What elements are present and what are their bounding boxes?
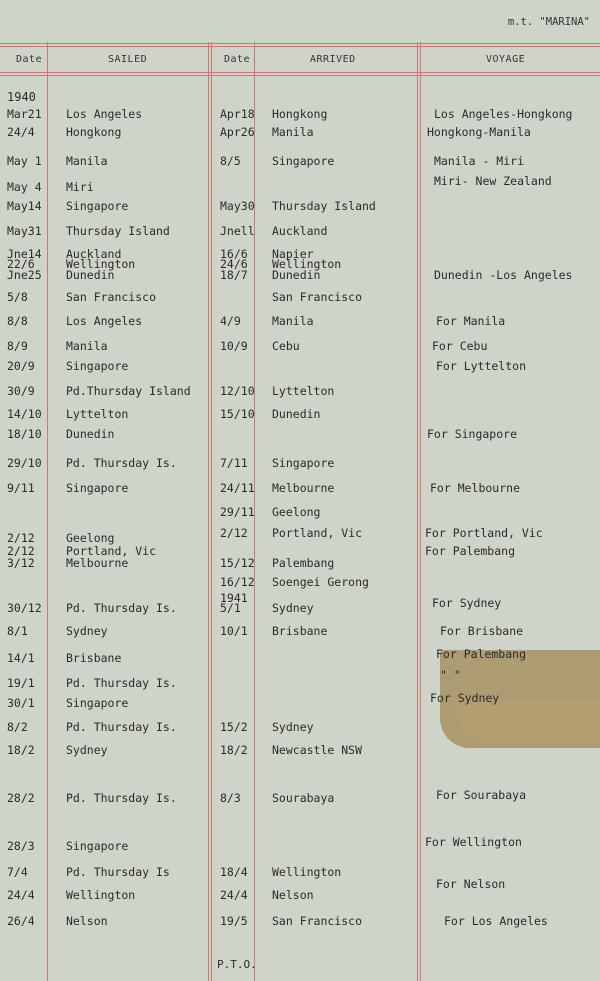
- arrived-port: Nelson: [272, 888, 314, 902]
- sailed-port: Nelson: [66, 914, 108, 928]
- arrived-port: Hongkong: [272, 107, 328, 121]
- sailed-port: Pd. Thursday Is.: [66, 456, 177, 470]
- sailed-date: 18/10: [7, 427, 42, 441]
- sailed-port: Singapore: [66, 839, 129, 853]
- rule-top: [0, 43, 600, 44]
- sailed-date: 30/1: [7, 696, 35, 710]
- arrived-date: 10/1: [220, 624, 248, 638]
- sailed-date: 22/6: [7, 257, 35, 271]
- sailed-date: 24/4: [7, 888, 35, 902]
- arrived-port: Singapore: [272, 154, 335, 168]
- arrived-port: Melbourne: [272, 481, 335, 495]
- sailed-port: Manila: [66, 339, 108, 353]
- voyage-note: For Manila: [436, 314, 506, 328]
- arrived-date: 19/5: [220, 914, 248, 928]
- sailed-date: 30/9: [7, 384, 35, 398]
- sailed-port: Thursday Island: [66, 224, 170, 238]
- arrived-date: 15/2: [220, 720, 248, 734]
- voyage-note: Hongkong-Manila: [427, 125, 531, 139]
- sailed-date: 7/4: [7, 865, 28, 879]
- col-divider-2: [208, 42, 209, 981]
- sailed-port: Pd. Thursday Is: [66, 865, 170, 879]
- sailed-port: Pd. Thursday Is.: [66, 601, 177, 615]
- sailed-port: Auckland: [66, 247, 122, 261]
- arrived-port: Lyttelton: [272, 384, 335, 398]
- sailed-date: 8/1: [7, 624, 28, 638]
- year-label: 1940: [7, 90, 36, 104]
- voyage-note: Dunedin -Los Angeles: [434, 268, 573, 282]
- voyage-note: For Sourabaya: [436, 788, 527, 802]
- sailed-port: Dunedin: [66, 268, 115, 282]
- voyage-note: For Palembang: [425, 544, 516, 558]
- arrived-date: 7/11: [220, 456, 248, 470]
- sailed-date: May14: [7, 199, 42, 213]
- arrived-port: Manila: [272, 125, 314, 139]
- arrived-port: Manila: [272, 314, 314, 328]
- voyage-note: For Los Angeles: [444, 914, 548, 928]
- arrived-port: Geelong: [272, 505, 321, 519]
- arrived-date: 1941: [220, 591, 248, 605]
- arrived-date: 15/10: [220, 407, 255, 421]
- arrived-port: Cebu: [272, 339, 300, 353]
- arrived-date: May30: [220, 199, 255, 213]
- arrived-port: San Francisco: [272, 290, 363, 304]
- voyage-note: For Sydney: [430, 691, 500, 705]
- sailed-port: Wellington: [66, 888, 136, 902]
- arrived-date: 18/4: [220, 865, 248, 879]
- arrived-date: 8/5: [220, 154, 241, 168]
- arrived-date: 24/4: [220, 888, 248, 902]
- arrived-port: Sydney: [272, 601, 314, 615]
- arrived-port: Sourabaya: [272, 791, 335, 805]
- voyage-note: For Cebu: [432, 339, 488, 353]
- arrived-date: Apr26: [220, 125, 255, 139]
- rule-header-2: [0, 75, 600, 76]
- sailed-date: 14/1: [7, 651, 35, 665]
- sailed-port: Manila: [66, 154, 108, 168]
- col-divider-1: [47, 42, 48, 981]
- arrived-date: 15/12: [220, 556, 255, 570]
- voyage-note: For Wellington: [425, 835, 522, 849]
- voyage-note: For Palembang: [436, 647, 527, 661]
- sailed-date: Jne25: [7, 268, 42, 282]
- arrived-date: 16/12: [220, 575, 255, 589]
- arrived-date: 4/9: [220, 314, 241, 328]
- arrived-port: Dunedin: [272, 407, 321, 421]
- page-turn-note: P.T.O.: [217, 958, 257, 971]
- col-divider-4b: [420, 42, 421, 981]
- voyage-note: Los Angeles-Hongkong: [434, 107, 573, 121]
- arrived-port: Palembang: [272, 556, 335, 570]
- arrived-date: 24/11: [220, 481, 255, 495]
- sailed-date: May 1: [7, 154, 42, 168]
- sailed-port: Wellington: [66, 257, 136, 271]
- voyage-note: For Lyttelton: [436, 359, 527, 373]
- sailed-port: Sydney: [66, 624, 108, 638]
- sailed-date: Jne14: [7, 247, 42, 261]
- rule-header: [0, 72, 600, 73]
- voyage-note: Miri- New Zealand: [434, 174, 552, 188]
- arrived-date: 2/12: [220, 526, 248, 540]
- sailed-port: Singapore: [66, 199, 129, 213]
- sailed-date: 8/9: [7, 339, 28, 353]
- sailed-port: Brisbane: [66, 651, 122, 665]
- header-sailed: SAILED: [108, 54, 148, 65]
- sailed-date: 29/10: [7, 456, 42, 470]
- sailed-port: Hongkong: [66, 125, 122, 139]
- sailed-date: 19/1: [7, 676, 35, 690]
- arrived-port: Brisbane: [272, 624, 328, 638]
- header-voyage: VOYAGE: [486, 54, 526, 65]
- arrived-date: Apr18: [220, 107, 255, 121]
- sailed-port: Singapore: [66, 696, 129, 710]
- sailed-port: Pd. Thursday Is.: [66, 720, 177, 734]
- sailed-port: Los Angeles: [66, 107, 143, 121]
- arrived-port: Singapore: [272, 456, 335, 470]
- sailed-port: San Francisco: [66, 290, 157, 304]
- sailed-date: 28/3: [7, 839, 35, 853]
- sailed-date: 18/2: [7, 743, 35, 757]
- paper-stain-2: [455, 700, 600, 744]
- sailed-port: Singapore: [66, 481, 129, 495]
- arrived-date: 5/1: [220, 601, 241, 615]
- voyage-note: Manila - Miri: [434, 154, 525, 168]
- arrived-port: Dunedin: [272, 268, 321, 282]
- arrived-port: Wellington: [272, 257, 342, 271]
- arrived-date: 10/9: [220, 339, 248, 353]
- sailed-date: 24/4: [7, 125, 35, 139]
- sailed-port: Geelong: [66, 531, 115, 545]
- voyage-note: For Brisbane: [440, 624, 524, 638]
- rule-top-2: [0, 46, 600, 47]
- sailed-port: Sydney: [66, 743, 108, 757]
- sailed-port: Lyttelton: [66, 407, 129, 421]
- sailed-date: 20/9: [7, 359, 35, 373]
- sailed-date: 26/4: [7, 914, 35, 928]
- arrived-port: Sydney: [272, 720, 314, 734]
- sailed-port: Singapore: [66, 359, 129, 373]
- col-divider-2b: [211, 42, 212, 981]
- arrived-date: 29/11: [220, 505, 255, 519]
- col-divider-4: [417, 42, 418, 981]
- header-date-arrived: Date: [224, 54, 251, 65]
- sailed-port: Portland, Vic: [66, 544, 157, 558]
- voyage-note: For Nelson: [436, 877, 506, 891]
- sailed-date: 2/12: [7, 544, 35, 558]
- voyage-note: For Melbourne: [430, 481, 521, 495]
- sailed-date: 3/12: [7, 556, 35, 570]
- header-arrived: ARRIVED: [310, 54, 356, 65]
- sailed-port: Miri: [66, 180, 94, 194]
- sailed-port: Los Angeles: [66, 314, 143, 328]
- arrived-port: Napier: [272, 247, 314, 261]
- sailed-port: Pd. Thursday Is.: [66, 676, 177, 690]
- sailed-date: 8/8: [7, 314, 28, 328]
- arrived-date: 8/3: [220, 791, 241, 805]
- arrived-port: Auckland: [272, 224, 328, 238]
- arrived-date: 24/6: [220, 257, 248, 271]
- sailed-date: 8/2: [7, 720, 28, 734]
- voyage-note: " ": [440, 668, 461, 682]
- arrived-date: Jnell: [220, 224, 255, 238]
- arrived-date: 18/7: [220, 268, 248, 282]
- sailed-port: Melbourne: [66, 556, 129, 570]
- arrived-port: Wellington: [272, 865, 342, 879]
- sailed-port: Dunedin: [66, 427, 115, 441]
- arrived-date: 16/6: [220, 247, 248, 261]
- arrived-date: 18/2: [220, 743, 248, 757]
- arrived-port: Soengei Gerong: [272, 575, 369, 589]
- sailed-date: Mar21: [7, 107, 42, 121]
- voyage-note: For Sydney: [432, 596, 502, 610]
- sailed-date: 30/12: [7, 601, 42, 615]
- voyage-note: For Singapore: [427, 427, 518, 441]
- ship-name: m.t. "MARINA": [507, 16, 590, 28]
- sailed-date: May31: [7, 224, 42, 238]
- voyage-note: For Portland, Vic: [425, 526, 543, 540]
- arrived-date: 12/10: [220, 384, 255, 398]
- arrived-port: Portland, Vic: [272, 526, 363, 540]
- arrived-port: Newcastle NSW: [272, 743, 363, 757]
- sailed-port: Pd.Thursday Island: [66, 384, 191, 398]
- sailed-date: 14/10: [7, 407, 42, 421]
- sailed-date: 2/12: [7, 531, 35, 545]
- arrived-port: San Francisco: [272, 914, 363, 928]
- sailed-port: Pd. Thursday Is.: [66, 791, 177, 805]
- sailed-date: May 4: [7, 180, 42, 194]
- sailed-date: 9/11: [7, 481, 35, 495]
- sailed-date: 5/8: [7, 290, 28, 304]
- arrived-port: Thursday Island: [272, 199, 376, 213]
- header-date-sailed: Date: [16, 54, 43, 65]
- sailed-date: 28/2: [7, 791, 35, 805]
